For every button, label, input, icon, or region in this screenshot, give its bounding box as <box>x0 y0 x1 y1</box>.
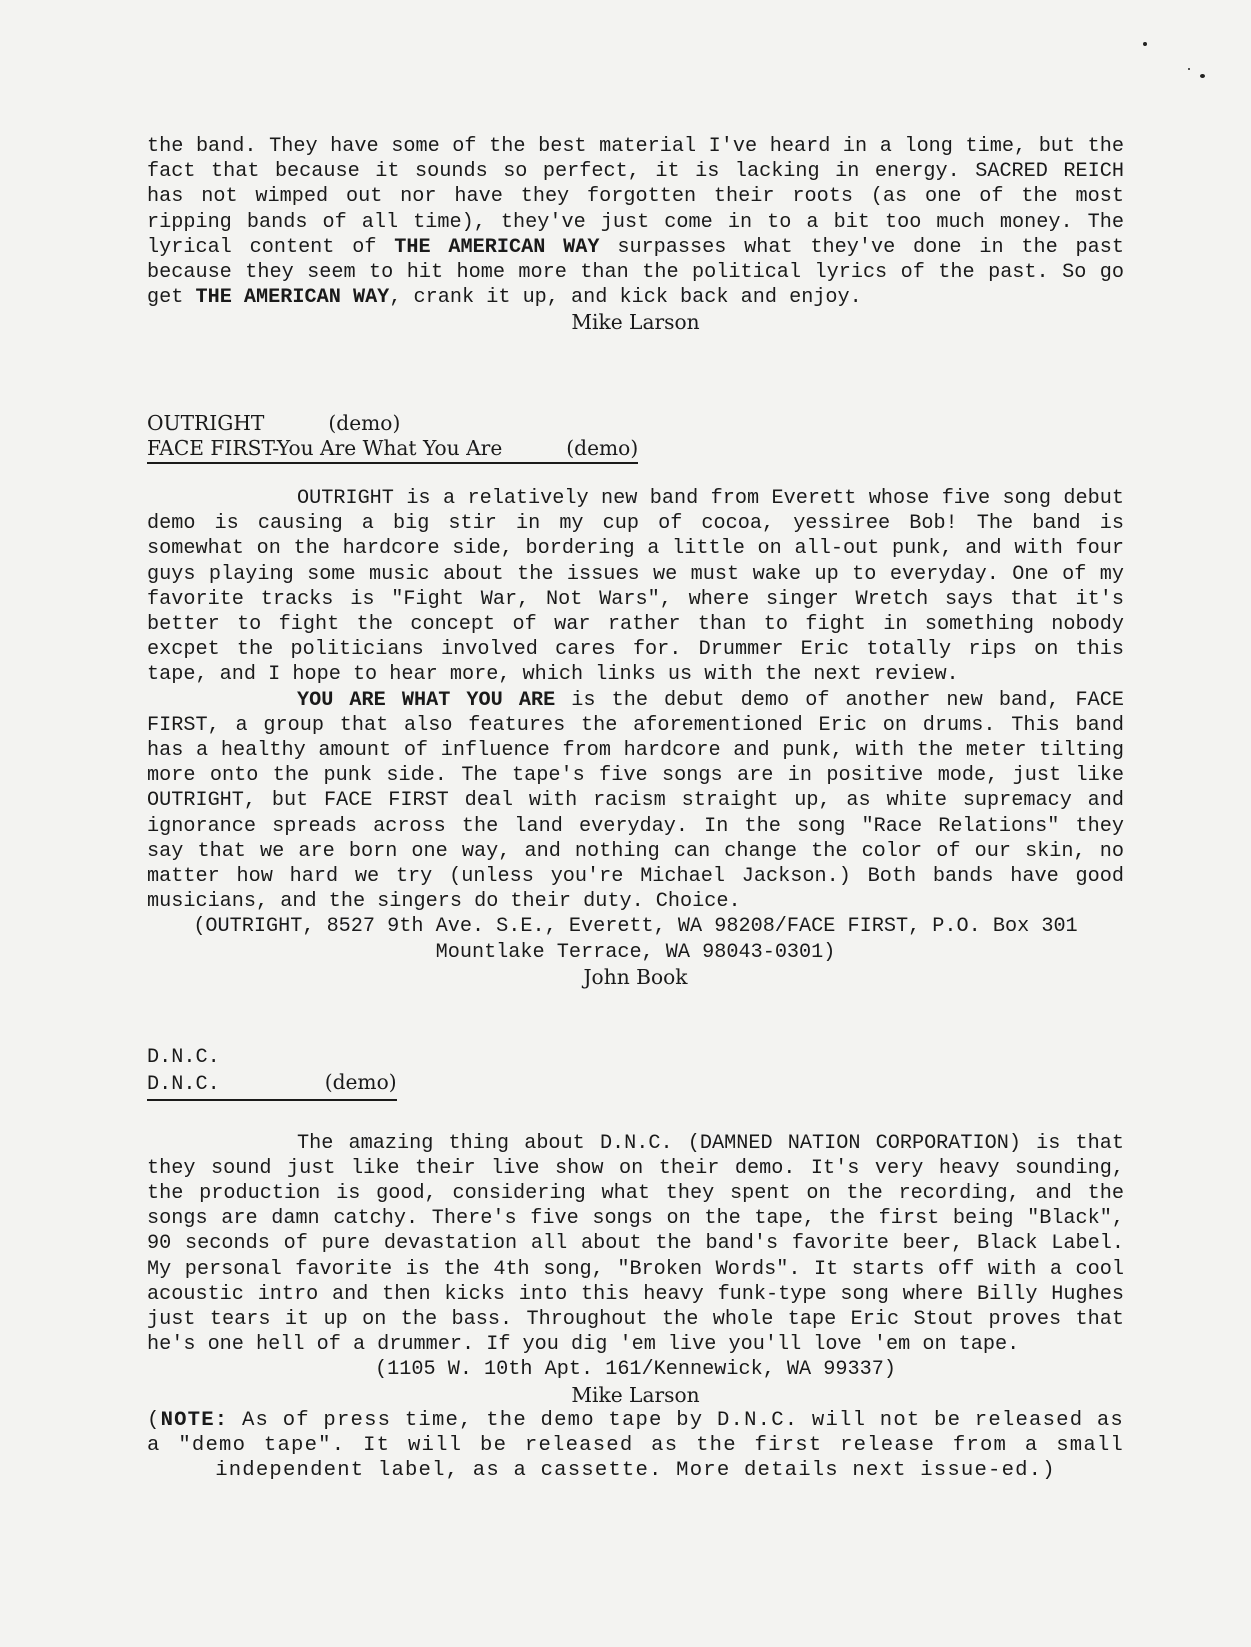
release-title: D.N.C. <box>147 1073 220 1097</box>
reviewer-byline: John Book <box>583 964 688 989</box>
release-type: (demo) <box>324 1070 397 1095</box>
review-paragraph <box>147 688 1124 915</box>
review-paragraph: The amazing thing about D.N.C. (DAMNED NATION CORPORATION) is that they sound just like their live show on their demo. It's very heavy sounding, the production is good, considering what they spent on the recording, and the songs are damn catchy. There's five songs on the tape, the first being "Black", 90 seconds of pure devastation all about the band's favorite beer, Black Label. My personal favorite is the 4th song, "Broken Words". It starts off with a cool acoustic intro and then kicks into this heavy funk-type song where Billy Hughes just tears it up on the bass. Throughout the whole tape Eric Stout proves that he's one hell of a drummer. If you dig 'em live you'll love 'em on tape. <box>147 1131 1124 1357</box>
scan-speck <box>1188 68 1190 70</box>
review-paragraph <box>147 134 1124 310</box>
review-sacred-reich-continued <box>147 134 1124 336</box>
review-header <box>147 411 1124 436</box>
reviewer-byline: Mike Larson <box>571 310 700 335</box>
review-dnc <box>147 1045 1124 1483</box>
review-header <box>147 436 1124 464</box>
scan-speck <box>1200 74 1205 78</box>
release-title-underlined <box>147 1070 397 1100</box>
contact-address: (OUTRIGHT, 8527 9th Ave. S.E., Everett, WA 98208/FACE FIRST, P.O. Box 301 <box>193 915 1078 939</box>
reviewer-byline: Mike Larson <box>571 1382 700 1407</box>
paragraph-text: the band. They have some of the best material I've heard in a long time, but the fact that because it sounds so perfect, it is lacking in energy. SACRED REICH has not wimped out nor have they forgotten their roots (as one of the most ripping bands of all time), they've just come in to a bit too much money. The lyrical content of <box>147 135 1124 259</box>
editor-note <box>147 1408 1124 1484</box>
review-header <box>147 1070 1124 1100</box>
document-page <box>147 134 1124 1483</box>
review-outright-facefirst <box>147 411 1124 990</box>
album-title: YOU ARE WHAT YOU ARE <box>297 688 556 712</box>
band-name: OUTRIGHT <box>147 410 265 435</box>
paragraph-text: surpasses what they've done in the past because they seem to hit home more than the political lyrics of the past. So go get <box>147 235 1124 310</box>
contact-address: Mountlake Terrace, WA 98043-0301) <box>435 940 836 964</box>
paragraph-text: is the debut demo of another new band, FACE FIRST, a group that also features the aforementioned Eric on drums. This band has a healthy amount of influence from hardcore and punk, with the meter tilting more onto the punk side. The tape's five songs are in positive mode, just like OUTRIGHT, but FACE FIRST deal with racism straight up, as white supremacy and ignorance spreads across the land everyday. In the song "Race Relations" they say that we are born one way, and nothing can change the color of our skin, no matter how hard we try (unless you're Michael Jackson.) Both bands have good musicians, and the singers do their duty. Choice. <box>147 688 1124 914</box>
review-paragraph: OUTRIGHT is a relatively new band from Everett whose five song debut demo is causing a big stir in my cup of cocoa, yessiree Bob! The band is somewhat on the hardcore side, bordering a little on all-out punk, and with four guys playing some music about the issues we must wake up to everyday. One of my favorite tracks is "Fight War, Not Wars", where singer Wretch says that it's better to fight the concept of war rather than to fight in something nobody excpet the politicians involved cares for. Drummer Eric totally rips on this tape, and I hope to hear more, which links us with the next review. <box>147 487 1124 687</box>
note-paren: ( <box>147 1408 161 1432</box>
paragraph-text: , crank it up, and kick back and enjoy. <box>389 286 862 310</box>
release-type: (demo) <box>566 435 639 460</box>
scan-speck <box>1143 42 1147 46</box>
album-title: THE AMERICAN WAY <box>394 235 600 259</box>
album-title: THE AMERICAN WAY <box>195 286 390 310</box>
note-label: NOTE: <box>160 1408 229 1432</box>
release-title-underlined <box>147 436 638 464</box>
review-header: D.N.C. <box>147 1046 220 1070</box>
release-title: FACE FIRST-You Are What You Are <box>147 435 503 460</box>
contact-address: (1105 W. 10th Apt. 161/Kennewick, WA 99337) <box>375 1358 896 1382</box>
note-text: As of press time, the demo tape by D.N.C. will not be released as a "demo tape". It will be released as the first release from a small independent label, as a cassette. More details next issue-ed.) <box>147 1408 1124 1483</box>
release-type: (demo) <box>328 410 401 435</box>
